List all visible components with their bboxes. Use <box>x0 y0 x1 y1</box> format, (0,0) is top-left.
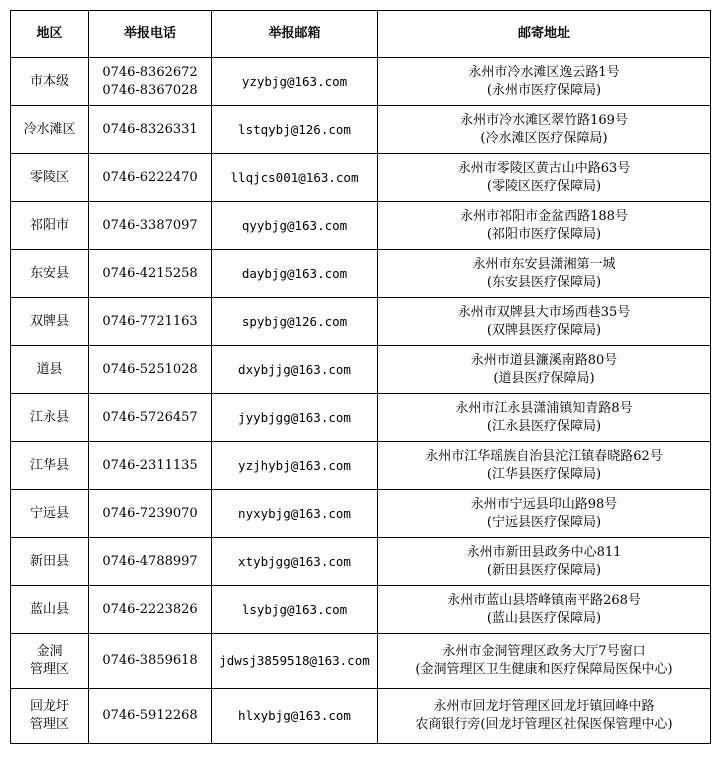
address-cell-line: (祁阳市医疗保障局) <box>486 226 602 242</box>
email-cell: lsybjg@163.com <box>212 586 378 634</box>
email-cell: daybjg@163.com <box>212 250 378 298</box>
address-cell-line: 永州市双牌县大市场西巷35号 <box>457 304 631 320</box>
email-cell: lstqybj@126.com <box>212 106 378 154</box>
address-cell-line: 永州市回龙圩管理区回龙圩镇回峰中路 <box>433 699 655 714</box>
region-cell-line: 回龙圩 <box>29 699 69 714</box>
address-cell-line: 永州市冷水滩区逸云路1号 <box>468 64 620 80</box>
address-cell <box>378 586 711 634</box>
table-row <box>11 250 711 298</box>
table-row <box>11 202 711 250</box>
address-cell-line: 永州市宁远县印山路98号 <box>470 496 618 512</box>
address-cell-line: (江华县医疗保障局) <box>486 466 602 482</box>
table-row <box>11 346 711 394</box>
email-cell: hlxybjg@163.com <box>212 689 378 744</box>
phone-cell <box>89 202 212 250</box>
header-region: 地区 <box>11 11 89 58</box>
phone-cell <box>89 394 212 442</box>
address-cell-line: 永州市祁阳市金盆西路188号 <box>460 208 628 224</box>
address-cell <box>378 58 711 106</box>
address-cell-line: 永州市蓝山县塔峰镇南平路268号 <box>447 592 641 608</box>
region-cell <box>11 586 89 634</box>
table-body <box>11 58 711 744</box>
region-cell-line: 管理区 <box>29 662 69 677</box>
phone-cell <box>89 58 212 106</box>
address-cell-line: (冷水滩区医疗保障局) <box>480 130 608 146</box>
email-cell: llqjcs001@163.com <box>212 154 378 202</box>
address-cell-line: (新田县医疗保障局) <box>486 562 602 578</box>
table-row <box>11 634 711 689</box>
table-row <box>11 58 711 106</box>
address-cell-line: 永州市冷水滩区翠竹路169号 <box>460 112 628 128</box>
table-row <box>11 586 711 634</box>
address-cell-line: 永州市金洞管理区政务大厅7号窗口 <box>442 644 646 659</box>
table-row <box>11 394 711 442</box>
table-row <box>11 538 711 586</box>
address-cell <box>378 634 711 689</box>
region-cell <box>11 634 89 689</box>
table-row <box>11 106 711 154</box>
phone-cell-line: 0746-3387097 <box>102 217 198 233</box>
phone-cell-line: 0746-5912268 <box>102 708 198 723</box>
address-cell <box>378 394 711 442</box>
phone-cell-line: 0746-8326331 <box>102 121 198 137</box>
region-cell <box>11 538 89 586</box>
address-cell-line: 永州市道县濂溪南路80号 <box>470 352 618 368</box>
address-cell-line: (蓝山县医疗保障局) <box>486 610 602 626</box>
address-cell-line: (零陵区医疗保障局) <box>486 178 602 194</box>
region-cell-line: 宁远县 <box>29 505 69 521</box>
region-cell <box>11 298 89 346</box>
region-cell-line: 江华县 <box>29 457 69 473</box>
phone-cell-line: 0746-8367028 <box>102 82 198 98</box>
phone-cell <box>89 442 212 490</box>
region-cell <box>11 58 89 106</box>
phone-cell-line: 0746-7721163 <box>102 313 198 329</box>
email-cell: yzybjg@163.com <box>212 58 378 106</box>
header-row <box>11 11 711 58</box>
table-row <box>11 689 711 744</box>
address-cell-line: (宁远县医疗保障局) <box>486 514 602 530</box>
phone-cell-line: 0746-3859618 <box>102 653 198 668</box>
phone-cell-line: 0746-8362672 <box>102 64 198 80</box>
phone-cell-line: 0746-7239070 <box>102 505 198 521</box>
region-cell-line: 道县 <box>36 361 63 377</box>
phone-cell-line: 0746-5726457 <box>102 409 198 425</box>
address-cell-line: (永州市医疗保障局) <box>486 82 602 98</box>
address-cell-line: 永州市江永县潇浦镇知青路8号 <box>455 400 633 416</box>
phone-cell-line: 0746-5251028 <box>102 361 198 377</box>
address-cell-line: 永州市新田县政务中心811 <box>466 544 622 560</box>
phone-cell-line: 0746-4788997 <box>102 553 198 569</box>
header-email: 举报邮箱 <box>212 11 378 58</box>
region-cell-line: 新田县 <box>29 553 69 569</box>
region-cell-line: 祁阳市 <box>29 217 69 233</box>
region-cell-line: 双牌县 <box>29 313 69 329</box>
address-cell-line: (双牌县医疗保障局) <box>486 322 602 338</box>
address-cell-line: 农商银行旁(回龙圩管理区社保医保管理中心) <box>415 717 673 732</box>
address-cell-line: (东安县医疗保障局) <box>486 274 602 290</box>
address-cell-line: (道县医疗保障局) <box>493 370 595 386</box>
phone-cell <box>89 154 212 202</box>
region-cell <box>11 250 89 298</box>
phone-cell <box>89 634 212 689</box>
region-cell <box>11 689 89 744</box>
region-cell <box>11 490 89 538</box>
region-cell <box>11 394 89 442</box>
region-cell <box>11 202 89 250</box>
address-cell <box>378 202 711 250</box>
address-cell-line: 永州市东安县潇湘第一城 <box>472 256 616 272</box>
header-address: 邮寄地址 <box>378 11 711 58</box>
table-row <box>11 490 711 538</box>
phone-cell <box>89 106 212 154</box>
table-row <box>11 154 711 202</box>
table-row <box>11 298 711 346</box>
phone-cell-line: 0746-2311135 <box>102 457 198 473</box>
address-cell-line: (金洞管理区卫生健康和医疗保障局医保中心) <box>415 662 673 677</box>
address-cell-line: 永州市零陵区黄古山中路63号 <box>457 160 631 176</box>
email-cell: yzjhybj@163.com <box>212 442 378 490</box>
header-phone: 举报电话 <box>89 11 212 58</box>
region-cell-line: 零陵区 <box>29 169 69 185</box>
phone-cell <box>89 346 212 394</box>
phone-cell <box>89 250 212 298</box>
email-cell: nyxybjg@163.com <box>212 490 378 538</box>
phone-cell <box>89 490 212 538</box>
address-cell <box>378 298 711 346</box>
email-cell: spybjg@126.com <box>212 298 378 346</box>
email-cell: xtybjgg@163.com <box>212 538 378 586</box>
phone-cell-line: 0746-4215258 <box>102 265 198 281</box>
address-cell <box>378 154 711 202</box>
region-cell-line: 市本级 <box>29 73 69 89</box>
address-cell <box>378 250 711 298</box>
region-cell-line: 蓝山县 <box>29 601 69 617</box>
email-cell: jyybjgg@163.com <box>212 394 378 442</box>
region-cell <box>11 442 89 490</box>
address-cell-line: (江永县医疗保障局) <box>486 418 602 434</box>
address-cell <box>378 538 711 586</box>
region-cell <box>11 154 89 202</box>
region-cell-line: 冷水滩区 <box>23 121 76 137</box>
phone-cell-line: 0746-6222470 <box>102 169 198 185</box>
address-cell <box>378 442 711 490</box>
phone-cell <box>89 586 212 634</box>
report-contacts-table <box>10 10 711 744</box>
phone-cell <box>89 538 212 586</box>
email-cell: jdwsj3859518@163.com <box>212 634 378 689</box>
address-cell-line: 永州市江华瑶族自治县沱江镇春晓路62号 <box>425 448 663 464</box>
region-cell <box>11 106 89 154</box>
region-cell-line: 东安县 <box>29 265 69 281</box>
phone-cell <box>89 298 212 346</box>
phone-cell-line: 0746-2223826 <box>102 601 198 617</box>
region-cell-line: 江永县 <box>29 409 69 425</box>
phone-cell <box>89 689 212 744</box>
region-cell-line: 管理区 <box>29 717 69 732</box>
email-cell: qyybjg@163.com <box>212 202 378 250</box>
region-cell-line: 金洞 <box>36 644 63 659</box>
table-row <box>11 442 711 490</box>
email-cell: dxybjjg@163.com <box>212 346 378 394</box>
address-cell <box>378 106 711 154</box>
address-cell <box>378 346 711 394</box>
region-cell <box>11 346 89 394</box>
address-cell <box>378 689 711 744</box>
address-cell <box>378 490 711 538</box>
